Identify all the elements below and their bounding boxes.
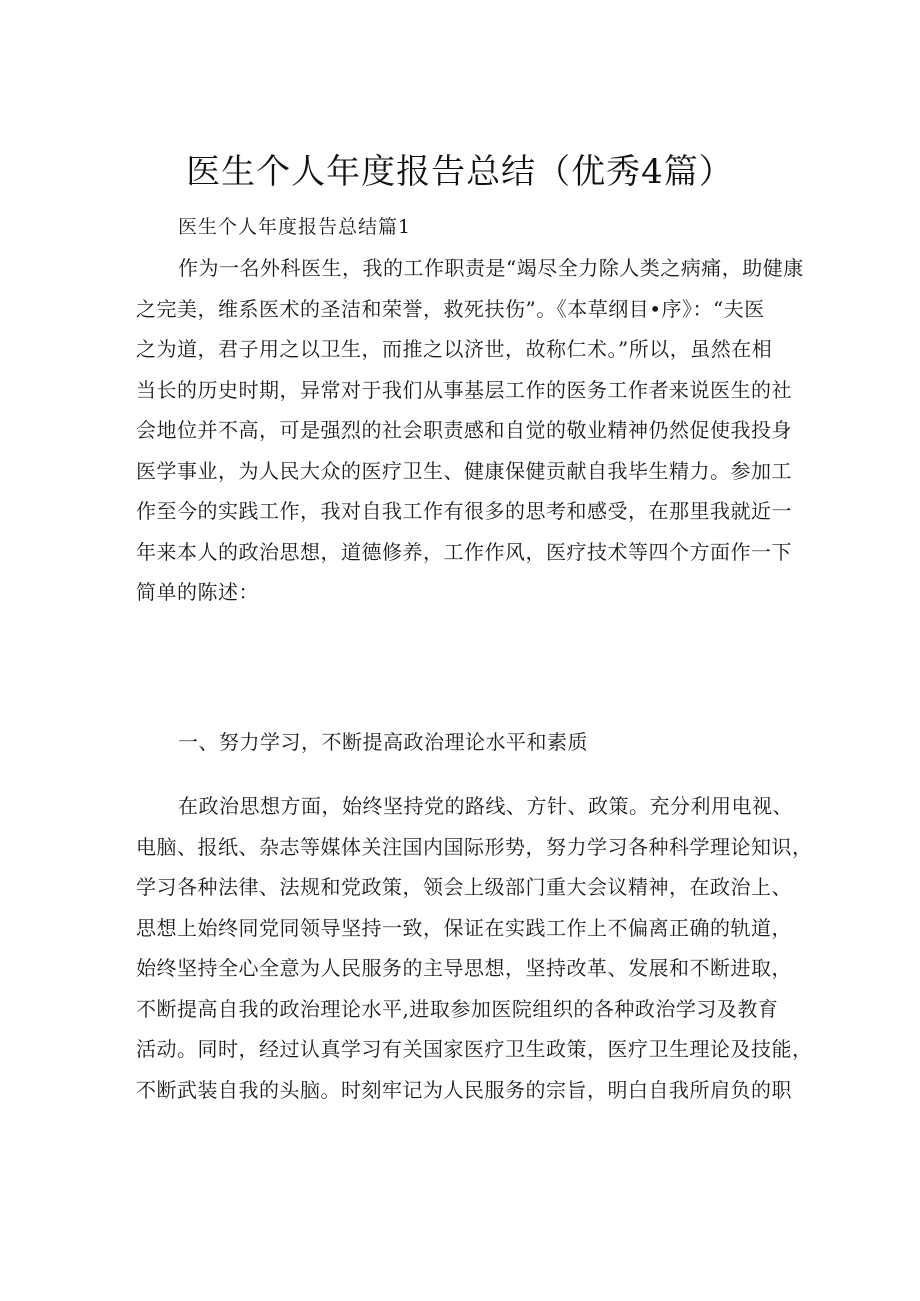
paragraph-line: 不断提高自我的政治理论水平,进取参加医院组织的各种政治学习及教育 (136, 996, 779, 1021)
paragraph-line: 思想上始终同党同领导坚持一致，保证在实践工作上不偏离正确的轨道， (136, 915, 792, 940)
paragraph-1 (136, 248, 804, 613)
section-title: 医生个人年度报告总结篇1 (178, 216, 412, 238)
paragraph-line: 医学事业，为人民大众的医疗卫生、健康保健贡献自我毕生精力。参加工 (136, 458, 792, 483)
paragraph-line: 作至今的实践工作，我对自我工作有很多的思考和感受，在那里我就近一 (136, 499, 792, 523)
paragraph-2 (136, 786, 813, 1110)
paragraph-line: 会地位并不高，可是强烈的社会职责感和自觉的敬业精神仍然促使我投身 (136, 418, 792, 442)
paragraph-line: 之完美，维系医术的圣洁和荣誉，救死扶伤”。《本草纲目•序》：“夫医 (136, 296, 765, 321)
paragraph-line: 学习各种法律、法规和党政策，领会上级部门重大会议精神，在政治上、 (136, 875, 792, 899)
document-title: 医生个人年度报告总结（优秀4篇） (186, 152, 734, 192)
paragraph-line: 不断武装自我的头脑。时刻牢记为人民服务的宗旨，明白自我所肩负的职 (136, 1077, 792, 1102)
paragraph-line: 之为道，君子用之以卫生，而推之以济世，故称仁术。”所以，虽然在相 (136, 337, 773, 361)
paragraph-line: 当长的历史时期，异常对于我们从事基层工作的医务工作者来说医生的社 (136, 377, 792, 402)
paragraph-line: 年来本人的政治思想，道德修养，工作作风，医疗技术等四个方面作一下 (136, 539, 792, 564)
paragraph-line: 活动。同时，经过认真学习有关国家医疗卫生政策，医疗卫生理论及技能， (136, 1037, 813, 1061)
paragraph-line: 始终坚持全心全意为人民服务的主导思想，坚持改革、发展和不断进取， (136, 956, 792, 980)
paragraph-line: 在政治思想方面，始终坚持党的路线、方针、政策。充分利用电视、 (178, 794, 793, 818)
paragraph-line: 作为一名外科医生，我的工作职责是“竭尽全力除人类之病痛，助健康 (178, 256, 804, 280)
paragraph-line: 电脑、报纸、杂志等媒体关注国内国际形势，努力学习各种科学理论知识， (136, 834, 813, 859)
paragraph-line: 简单的陈述： (136, 580, 259, 604)
section-heading-1: 一、努力学习，不断提高政治理论水平和素质 (178, 730, 588, 754)
